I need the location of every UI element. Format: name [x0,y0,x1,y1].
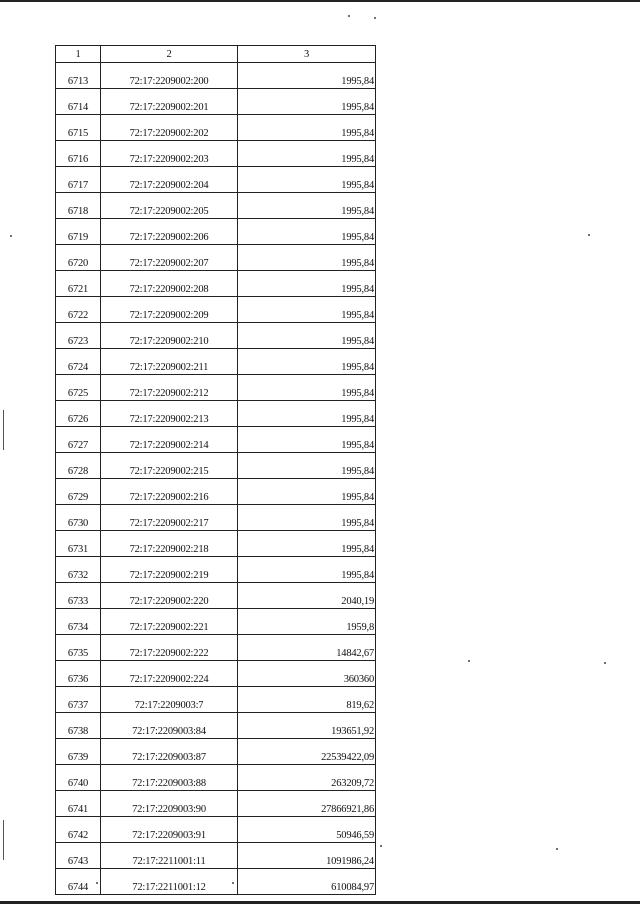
cadastral-number: 72:17:2209002:216 [101,479,238,505]
cadastral-number: 72:17:2209002:206 [101,219,238,245]
cadastral-number: 72:17:2209003:84 [101,713,238,739]
table-row [56,583,376,609]
scan-speck [348,15,350,17]
row-number: 6722 [56,297,101,323]
table-row [56,297,376,323]
cadastral-value: 1995,84 [238,219,376,245]
cadastral-number: 72:17:2209003:88 [101,765,238,791]
cadastral-value: 1995,84 [238,531,376,557]
page-bottom-edge [0,901,640,904]
cadastral-value: 1995,84 [238,167,376,193]
cadastral-number: 72:17:2209003:90 [101,791,238,817]
table-body [56,63,376,895]
row-number: 6715 [56,115,101,141]
table-row [56,167,376,193]
row-number: 6740 [56,765,101,791]
table-row [56,193,376,219]
row-number: 6739 [56,739,101,765]
table-row [56,245,376,271]
cadastral-value: 263209,72 [238,765,376,791]
row-number: 6720 [56,245,101,271]
table-row [56,115,376,141]
table-row [56,89,376,115]
cadastral-value: 1995,84 [238,141,376,167]
cadastral-number: 72:17:2209003:7 [101,687,238,713]
scan-edge-mark [3,410,4,450]
cadastral-number: 72:17:2211001:12 [101,869,238,895]
cadastral-value: 1995,84 [238,271,376,297]
scan-speck [468,660,470,662]
table-row [56,375,376,401]
row-number: 6721 [56,271,101,297]
scan-speck [10,235,12,237]
cadastral-value: 610084,97 [238,869,376,895]
row-number: 6734 [56,609,101,635]
table-row [56,453,376,479]
table-row [56,843,376,869]
header-row [56,46,376,63]
row-number: 6716 [56,141,101,167]
cadastral-number: 72:17:2209002:209 [101,297,238,323]
table-row [56,765,376,791]
scan-speck [232,882,234,884]
cadastral-value: 1995,84 [238,505,376,531]
table-row [56,609,376,635]
table-row [56,739,376,765]
cadastral-value: 1995,84 [238,89,376,115]
cadastral-value: 1995,84 [238,479,376,505]
cadastral-number: 72:17:2209002:218 [101,531,238,557]
cadastral-number: 72:17:2209002:213 [101,401,238,427]
page-top-edge [0,0,640,2]
cadastral-number: 72:17:2209002:219 [101,557,238,583]
cadastral-value: 1995,84 [238,375,376,401]
row-number: 6729 [56,479,101,505]
cadastral-number: 72:17:2209002:201 [101,89,238,115]
row-number: 6723 [56,323,101,349]
scan-speck [588,234,590,236]
table-row [56,791,376,817]
cadastral-number: 72:17:2209002:208 [101,271,238,297]
cadastral-value: 50946,59 [238,817,376,843]
row-number: 6737 [56,687,101,713]
cadastral-value: 360360 [238,661,376,687]
table-row [56,817,376,843]
cadastral-value: 1995,84 [238,115,376,141]
cadastral-number: 72:17:2209002:211 [101,349,238,375]
cadastral-number: 72:17:2209002:210 [101,323,238,349]
scan-speck [604,662,606,664]
row-number: 6732 [56,557,101,583]
cadastral-number: 72:17:2209003:91 [101,817,238,843]
cadastral-value: 1959,8 [238,609,376,635]
table-row [56,401,376,427]
table-row [56,687,376,713]
row-number: 6727 [56,427,101,453]
row-number: 6730 [56,505,101,531]
cadastral-value: 819,62 [238,687,376,713]
table-row [56,713,376,739]
table-row [56,323,376,349]
table-row [56,661,376,687]
column-header-2: 2 [101,46,238,63]
table-row [56,869,376,895]
row-number: 6719 [56,219,101,245]
cadastral-number: 72:17:2209002:205 [101,193,238,219]
table-row [56,271,376,297]
row-number: 6733 [56,583,101,609]
table-row [56,557,376,583]
scan-edge-mark [3,820,4,860]
cadastral-number: 72:17:2209002:212 [101,375,238,401]
cadastral-number: 72:17:2209002:203 [101,141,238,167]
cadastral-value: 1995,84 [238,297,376,323]
table-row [56,349,376,375]
row-number: 6724 [56,349,101,375]
cadastral-value: 1995,84 [238,453,376,479]
cadastral-value: 1995,84 [238,401,376,427]
cadastral-value-table [55,45,376,895]
table-row [56,141,376,167]
scan-speck [556,848,558,850]
table-row [56,635,376,661]
cadastral-number: 72:17:2211001:11 [101,843,238,869]
table-row [56,63,376,89]
cadastral-value: 14842,67 [238,635,376,661]
cadastral-value: 27866921,86 [238,791,376,817]
cadastral-value: 2040,19 [238,583,376,609]
cadastral-value: 22539422,09 [238,739,376,765]
row-number: 6738 [56,713,101,739]
table-row [56,505,376,531]
cadastral-value: 1995,84 [238,245,376,271]
row-number: 6713 [56,63,101,89]
row-number: 6735 [56,635,101,661]
scan-speck [380,845,382,847]
row-number: 6718 [56,193,101,219]
row-number: 6726 [56,401,101,427]
cadastral-number: 72:17:2209002:224 [101,661,238,687]
row-number: 6736 [56,661,101,687]
cadastral-number: 72:17:2209002:200 [101,63,238,89]
cadastral-number: 72:17:2209003:87 [101,739,238,765]
cadastral-number: 72:17:2209002:204 [101,167,238,193]
table-row [56,219,376,245]
cadastral-number: 72:17:2209002:222 [101,635,238,661]
row-number: 6731 [56,531,101,557]
cadastral-number: 72:17:2209002:217 [101,505,238,531]
column-header-3: 3 [238,46,376,63]
cadastral-value: 1995,84 [238,349,376,375]
row-number: 6728 [56,453,101,479]
row-number: 6743 [56,843,101,869]
table-row [56,531,376,557]
cadastral-value: 193651,92 [238,713,376,739]
cadastral-number: 72:17:2209002:214 [101,427,238,453]
row-number: 6717 [56,167,101,193]
table-row [56,427,376,453]
cadastral-value: 1995,84 [238,63,376,89]
cadastral-number: 72:17:2209002:220 [101,583,238,609]
table-row [56,479,376,505]
cadastral-number: 72:17:2209002:221 [101,609,238,635]
row-number: 6744 [56,869,101,895]
row-number: 6741 [56,791,101,817]
cadastral-value: 1091986,24 [238,843,376,869]
column-header-1: 1 [56,46,101,63]
row-number: 6725 [56,375,101,401]
cadastral-value: 1995,84 [238,323,376,349]
row-number: 6714 [56,89,101,115]
cadastral-value: 1995,84 [238,193,376,219]
scan-speck [374,17,376,19]
cadastral-value: 1995,84 [238,427,376,453]
scan-speck [96,882,98,884]
cadastral-number: 72:17:2209002:215 [101,453,238,479]
row-number: 6742 [56,817,101,843]
cadastral-number: 72:17:2209002:207 [101,245,238,271]
cadastral-value: 1995,84 [238,557,376,583]
cadastral-number: 72:17:2209002:202 [101,115,238,141]
